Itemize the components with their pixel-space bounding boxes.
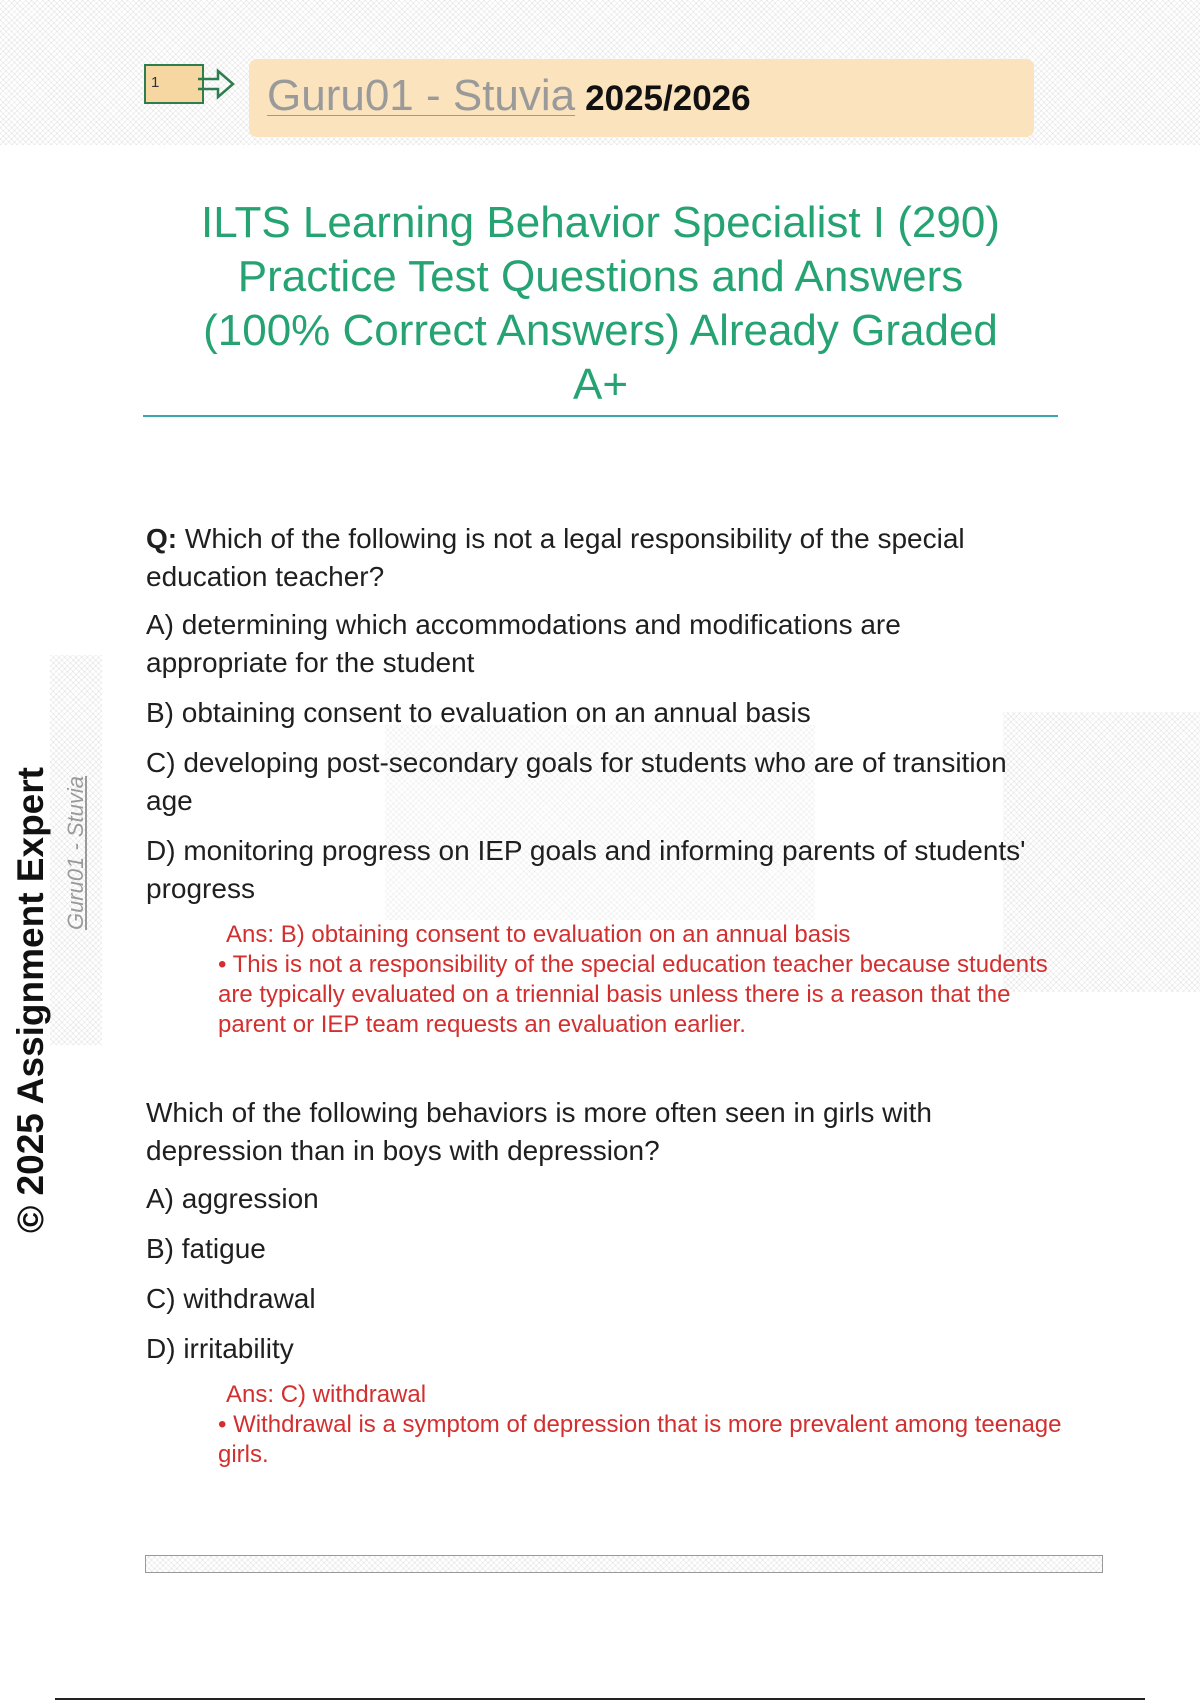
option-c: C) developing post-secondary goals for students who are of transition age [146, 747, 1007, 816]
question-prefix: Q: [146, 523, 178, 554]
sidebar-brand-link[interactable]: Guru01 - Stuvia [63, 775, 88, 931]
question-body: Which of the following is not a legal responsibility of the special education teacher? [146, 523, 965, 592]
option-a: A) aggression [146, 1183, 319, 1214]
title-line: A+ [572, 360, 629, 409]
header-banner [249, 59, 1034, 137]
title-line: ILTS Learning Behavior Specialist I (290) [201, 198, 1000, 247]
answer-text: Ans: B) obtaining consent to evaluation on an annual basis [226, 921, 851, 948]
section-divider [145, 1555, 1103, 1573]
option-c: C) withdrawal [146, 1283, 316, 1314]
sidebar-brand [63, 775, 88, 931]
answer-text: Ans: C) withdrawal [226, 1381, 427, 1408]
question-text [146, 520, 1046, 596]
page-number: 1 [144, 64, 204, 104]
title-line: (100% Correct Answers) Already Graded [203, 306, 998, 355]
brand-link[interactable]: Guru01 - Stuvia [267, 71, 576, 120]
title-underline [143, 415, 1058, 417]
option-b: B) fatigue [146, 1233, 266, 1264]
question-text: Which of the following behaviors is more often seen in girls with depression than in boys with depression? [146, 1097, 932, 1166]
copyright-text: © 2025 Assignment Expert [10, 767, 51, 1233]
answer-explanation: • This is not a responsibility of the special education teacher because students are typically evaluated on a triennial basis unless there is a reason that the parent or IEP team requests an evaluation earlier. [218, 951, 1048, 1038]
page-title [143, 196, 1058, 412]
option-a: A) determining which accommodations and modifications are appropriate for the student [146, 609, 901, 678]
answer-explanation: • Withdrawal is a symptom of depression that is more prevalent among teenage girls. [218, 1411, 1062, 1468]
answer-block [218, 1380, 1078, 1470]
answer-block [218, 920, 1078, 1040]
question-block-1 [146, 520, 1046, 1040]
title-line: Practice Test Questions and Answers [237, 252, 964, 301]
arrow-right-icon [196, 67, 236, 101]
option-b: B) obtaining consent to evaluation on an annual basis [146, 697, 811, 728]
option-d: D) monitoring progress on IEP goals and informing parents of students' progress [146, 835, 1026, 904]
question-block-2 [146, 1094, 1062, 1470]
year-label: 2025/2026 [585, 79, 751, 118]
option-d: D) irritability [146, 1333, 294, 1364]
copyright-watermark [10, 767, 51, 1233]
